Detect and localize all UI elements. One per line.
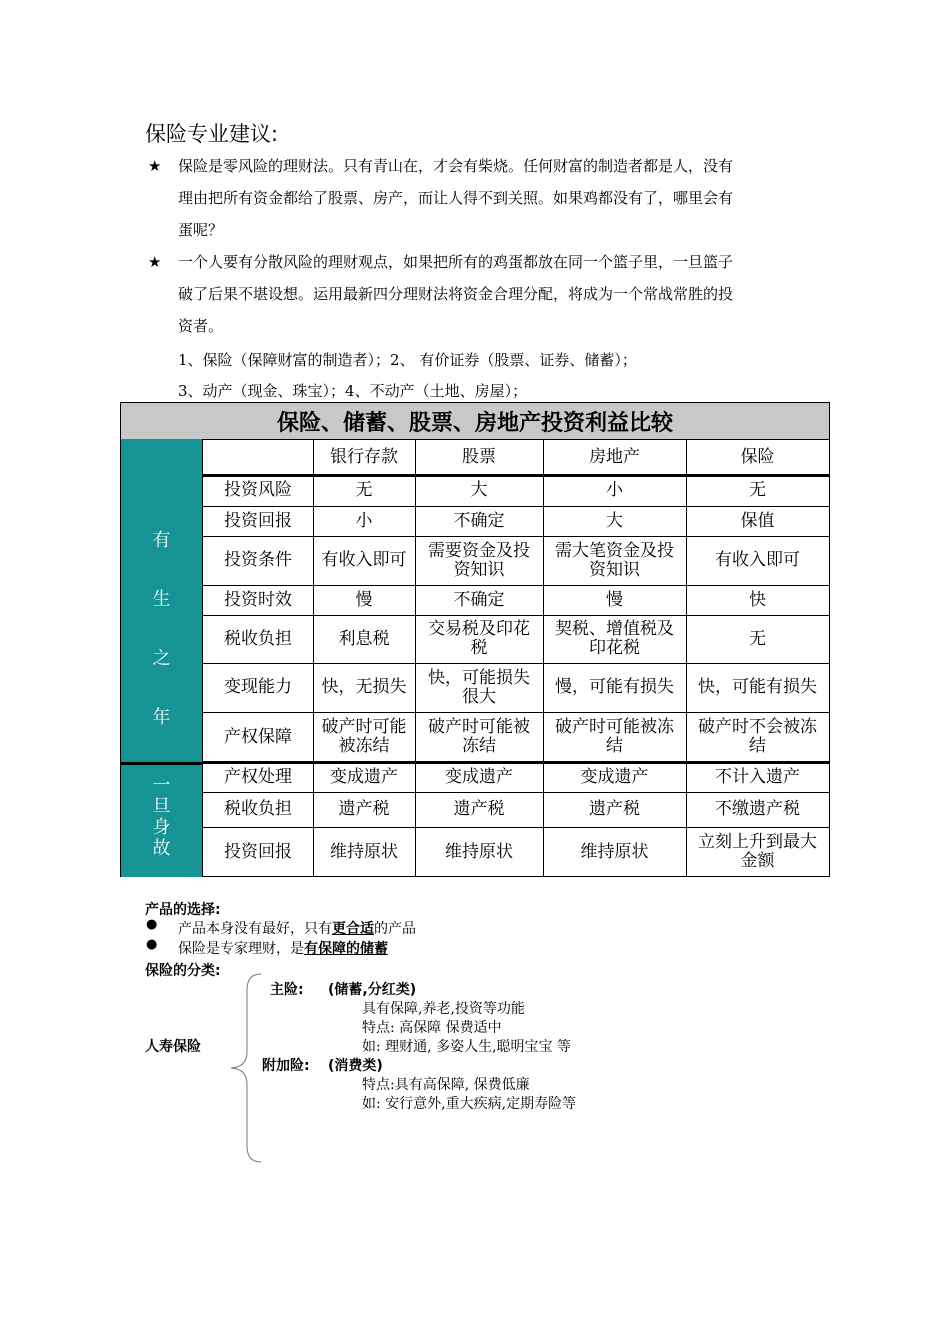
table-cell: 维持原状 (580, 841, 649, 862)
table-cell: 无 (749, 480, 766, 500)
column-header: 银行存款 (330, 446, 398, 467)
bullet-line: 破了后果不堪设想。运用最新四分理财法将资金合理分配，将成为一个常战常胜的投 (178, 285, 734, 303)
table-cell: 维持原状 (330, 841, 398, 862)
dot-bullet-icon: ● (146, 917, 158, 932)
table-cell: 小 (606, 480, 623, 500)
table-cell: 慢 (355, 589, 373, 610)
product-bullet-2: 保险是专家理财，是有保障的储蓄 (178, 941, 388, 957)
bullet-line: 保险是零风险的理财法。只有青山在，才会有柴烧。任何财富的制造者都是人，没有 (178, 157, 734, 175)
addon-insurance-type: (消费类) (328, 1058, 383, 1074)
table-cell: 大 (606, 510, 623, 531)
bullet-line: 资者。 (178, 317, 224, 335)
table-cell: 快 (749, 589, 766, 610)
table-cell: 变成遗产 (580, 766, 649, 787)
main-insurance-line: 特点: 高保障 保费适中 (362, 1020, 502, 1036)
row-label: 投资回报 (224, 510, 292, 531)
table-cell: 无 (749, 628, 766, 649)
table-cell: 慢 (606, 589, 623, 610)
row-label: 税收负担 (224, 799, 292, 819)
bullet-paragraph-2 (178, 246, 818, 342)
table-cell: 不确定 (453, 510, 505, 531)
table-cell: 变成遗产 (445, 766, 513, 787)
table-cell: 利息税 (338, 628, 390, 649)
table-cell: 遗产税 (453, 799, 505, 819)
bullet-line: 蛋呢？ (178, 221, 224, 239)
product-heading: 产品的选择: (145, 902, 221, 918)
addon-insurance-label: 附加险: (262, 1058, 310, 1074)
table-cell: 快，无损失 (321, 677, 407, 697)
allocation-line-1: 1、保险（保障财富的制造者）；2、 有价证券（股票、证券、储蓄）； (178, 351, 637, 369)
group-label-alive: 有 生 之 年 (121, 439, 203, 762)
row-label: 税收负担 (224, 628, 292, 649)
table-cell: 不计入遗产 (715, 766, 800, 787)
table-cell: 维持原状 (445, 841, 513, 862)
table-cell: 立刻上升到最大金额 (698, 832, 817, 871)
table-cell: 破产时可能被冻结 (428, 717, 530, 756)
main-insurance-line: 具有保障,养老,投资等功能 (362, 1001, 525, 1017)
row-label: 投资风险 (224, 480, 292, 500)
product-bullet-1: 产品本身没有最好，只有更合适的产品 (178, 921, 416, 937)
group-label-death: 一 旦 身 故 (121, 762, 203, 877)
table-cell: 破产时不会被冻结 (698, 717, 817, 756)
table-cell: 契税、增值税及印花税 (555, 619, 674, 658)
row-label: 产权保障 (224, 726, 292, 747)
table-cell: 保值 (740, 510, 775, 531)
row-label: 变现能力 (224, 677, 292, 697)
table-cell: 快，可能损失很大 (428, 667, 530, 707)
addon-insurance-line: 如: 安行意外,重大疾病,定期寿险等 (362, 1096, 577, 1112)
table-cell: 破产时可能被冻结 (321, 717, 407, 756)
table-cell: 交易税及印花税 (428, 619, 530, 658)
table-cell: 快，可能有损失 (698, 677, 817, 697)
main-insurance-line: 如: 理财通, 多姿人生,聪明宝宝 等 (362, 1039, 571, 1055)
main-insurance-label: 主险: (270, 982, 304, 998)
table-title: 保险、储蓄、股票、房地产投资利益比较 (121, 403, 829, 440)
addon-insurance-line: 特点:具有高保障, 保费低廉 (362, 1077, 530, 1093)
column-header: 保险 (740, 446, 775, 467)
column-header: 房地产 (589, 446, 640, 467)
main-insurance-type: (储蓄,分红类) (328, 982, 417, 998)
bullet-paragraph-1 (178, 150, 818, 246)
page-title: 保险专业建议: (145, 122, 279, 146)
table-cell: 有收入即可 (715, 550, 800, 570)
row-label: 投资条件 (224, 550, 292, 570)
star-bullet-icon: ★ (148, 157, 162, 175)
allocation-line-2: 3、动产（现金、珠宝）；4、不动产（土地、房屋）； (178, 382, 528, 400)
table-cell: 有收入即可 (321, 550, 407, 570)
comparison-table (120, 402, 830, 877)
row-label: 投资回报 (224, 841, 292, 862)
table-cell: 需要资金及投资知识 (428, 540, 530, 580)
dot-bullet-icon: ● (146, 937, 158, 952)
life-insurance-label: 人寿保险 (145, 1039, 201, 1055)
table-cell: 大 (470, 480, 488, 500)
table-cell: 变成遗产 (330, 766, 398, 787)
classification-heading: 保险的分类: (145, 963, 221, 979)
table-cell: 慢，可能有损失 (555, 677, 674, 697)
brace-icon (225, 972, 265, 1164)
table-cell: 遗产税 (589, 799, 640, 819)
row-label: 投资时效 (224, 589, 292, 610)
bullet-line: 理由把所有资金都给了股票、房产，而让人得不到关照。如果鸡都没有了，哪里会有 (178, 189, 734, 207)
table-cell: 遗产税 (338, 799, 390, 819)
row-label: 产权处理 (224, 766, 292, 787)
column-header: 股票 (462, 446, 496, 467)
table-cell: 需大笔资金及投资知识 (555, 540, 674, 580)
table-cell: 不确定 (453, 589, 505, 610)
table-cell: 小 (355, 510, 373, 531)
bullet-line: 一个人要有分散风险的理财观点，如果把所有的鸡蛋都放在同一个篮子里，一旦篮子 (178, 253, 734, 271)
table-cell: 不缴遗产税 (715, 799, 800, 819)
star-bullet-icon: ★ (148, 253, 162, 271)
table-cell: 无 (355, 480, 373, 500)
table-cell: 破产时可能被冻结 (555, 717, 674, 756)
